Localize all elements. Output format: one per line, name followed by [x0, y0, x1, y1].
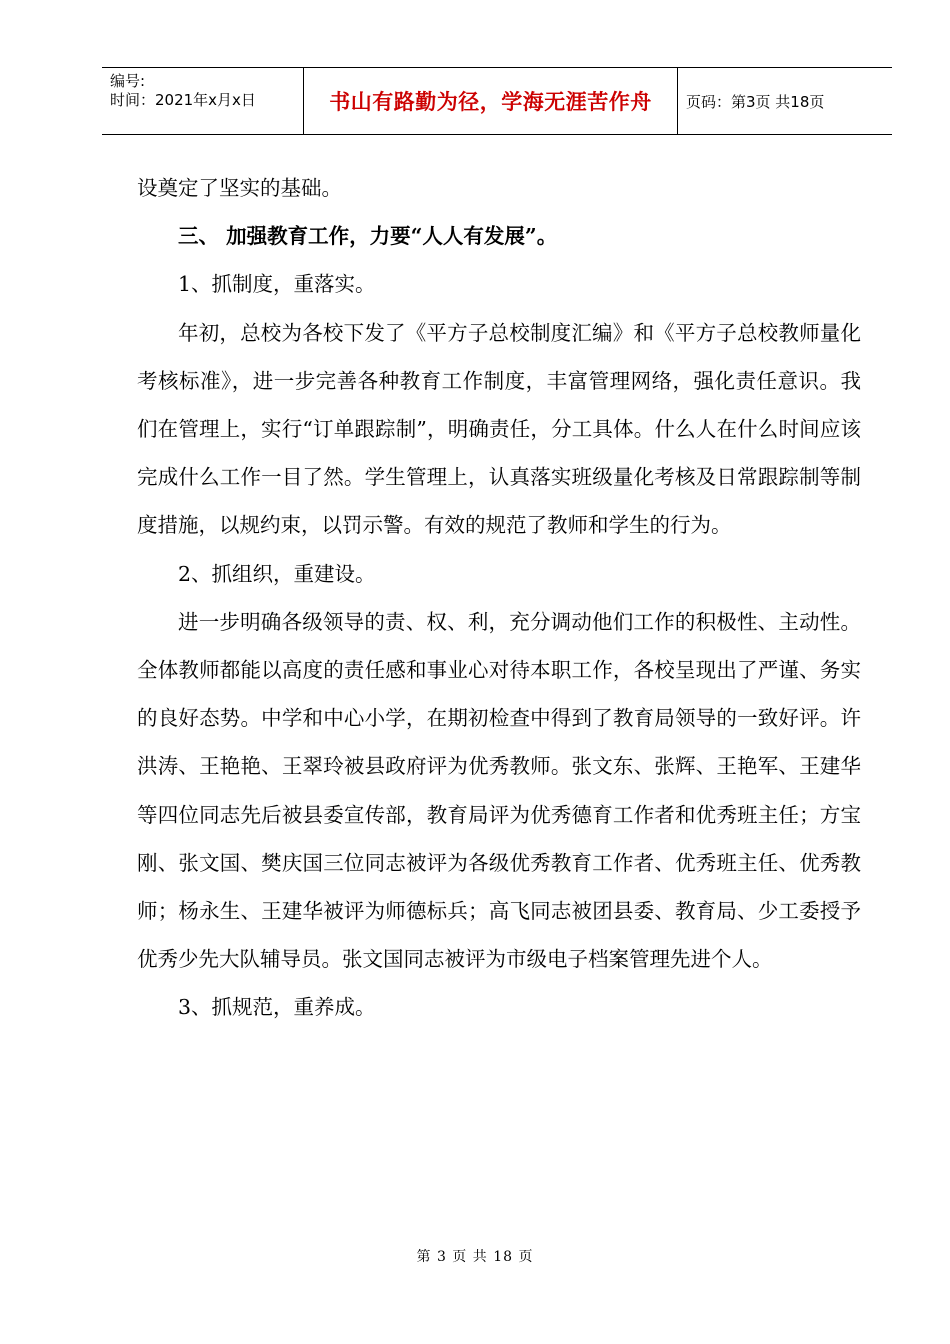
paragraph-1: 年初，总校为各校下发了《平方子总校制度汇编》和《平方子总校教师量化考核标准》，进一步完善各种教育工作制度，丰富管理网络，强化责任意识。我们在管理上，实行“订单跟踪制”，明确责任，分工具体。什么人在什么时间应该完成什么工作一目了然。学生管理上，认真落实班级量化考核及日常跟踪制等制度措施，以规约束，以罚示警。有效的规范了教师和学生的行为。	[137, 320, 861, 538]
subheading-1: 1、抓制度，重落实。	[178, 272, 376, 297]
header-meta-cell	[102, 68, 304, 134]
subheading-2: 2、抓组织，重建设。	[178, 561, 376, 586]
header-motto: 书山有路勤为径，学海无涯苦作舟	[304, 68, 678, 134]
document-body	[137, 164, 861, 1032]
number-label: 编号:	[110, 72, 146, 90]
page-footer: 第 3 页 共 18 页	[416, 1249, 534, 1265]
section-heading: 三、 加强教育工作，力要“人人有发展”。	[178, 224, 558, 249]
paragraph-2: 进一步明确各级领导的责、权、利，充分调动他们工作的积极性、主动性。全体教师都能以高度的责任感和事业心对待本职工作，各校呈现出了严谨、务实的良好态势。中学和中心小学，在期初检查中得到了教育局领导的一致好评。许洪涛、王艳艳、王翠玲被县政府评为优秀教师。张文东、张辉、王艳军、王建华等四位同志先后被县委宣传部，教育局评为优秀德育工作者和优秀班主任；方宝刚、张文国、樊庆国三位同志被评为各级优秀教育工作者、优秀班主任、优秀教师；杨永生、王建华被评为师德标兵；高飞同志被团县委、教育局、少工委授予优秀少先大队辅导员。张文国同志被评为市级电子档案管理先进个人。	[137, 609, 861, 972]
paragraph-continuation: 设奠定了坚实的基础。	[137, 176, 342, 200]
subheading-3: 3、抓规范，重养成。	[178, 995, 376, 1020]
document-header	[102, 67, 892, 135]
header-page-info: 页码：第3页 共18页	[686, 92, 825, 111]
time-label: 时间：2021年x月x日	[110, 91, 256, 109]
